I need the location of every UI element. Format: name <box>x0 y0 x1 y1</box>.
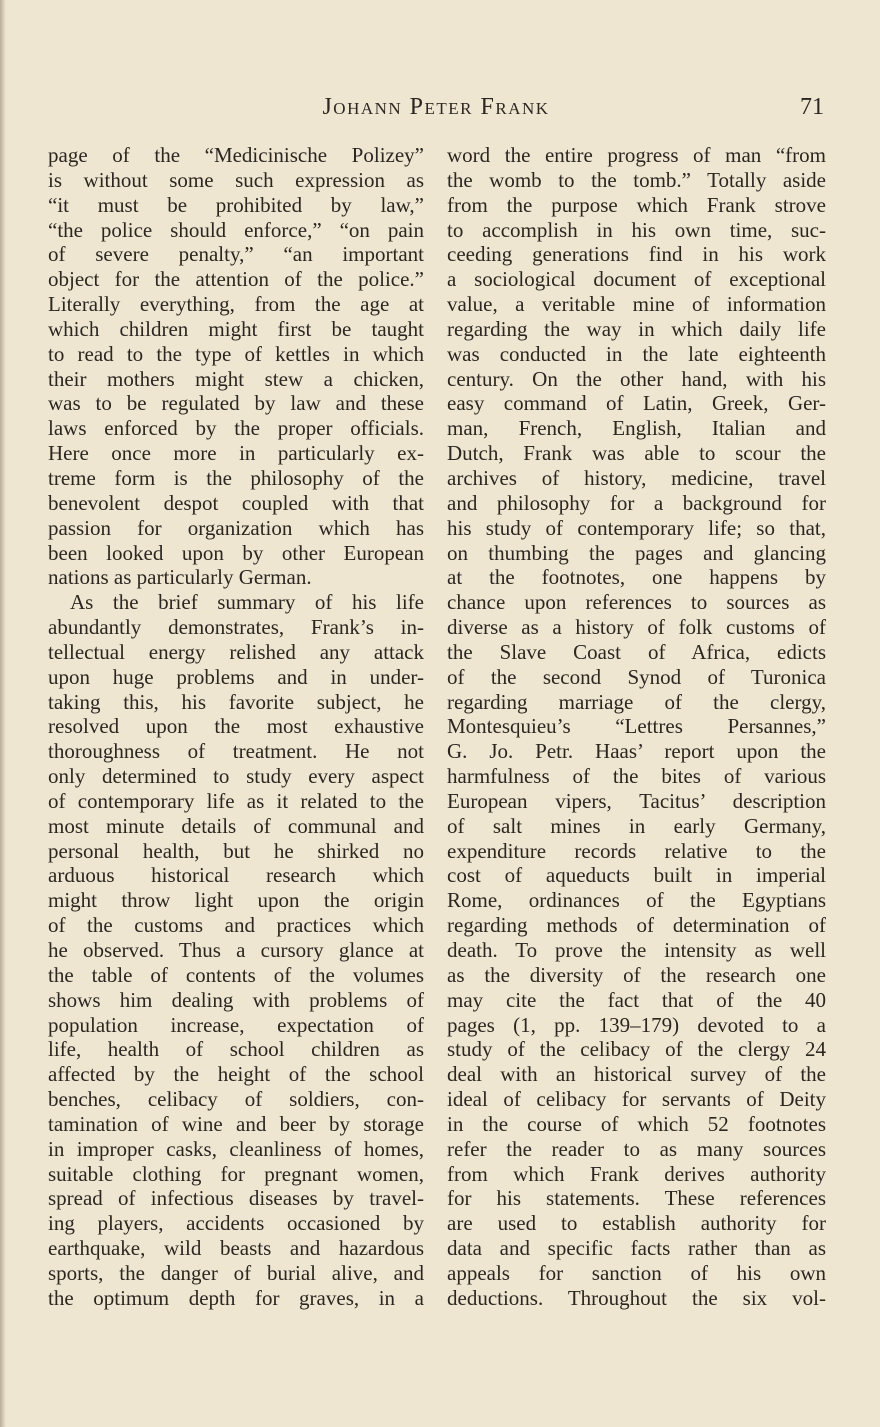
text-line: may cite the fact that of the 40 <box>447 987 826 1012</box>
text-line: appeals for sanction of his own <box>447 1260 826 1285</box>
text-line: the table of contents of the volumes <box>48 962 424 987</box>
text-line: life, health of school children as <box>48 1037 424 1062</box>
text-line: was to be regulated by law and these <box>48 391 424 416</box>
text-line: personal health, but he shirked no <box>48 838 424 863</box>
text-line: the Slave Coast of Africa, edicts <box>447 639 826 664</box>
text-line: expenditure records relative to the <box>447 838 826 863</box>
text-line: regarding methods of determination of <box>447 913 826 938</box>
text-line: their mothers might stew a chicken, <box>48 366 424 391</box>
text-line: regarding the way in which daily life <box>447 316 826 341</box>
text-line: archives of history, medicine, travel <box>447 465 826 490</box>
text-line: tamination of wine and beer by storage <box>48 1111 424 1136</box>
text-line: ceeding generations find in his work <box>447 242 826 267</box>
text-line: value, a veritable mine of information <box>447 292 826 317</box>
text-line: easy command of Latin, Greek, Ger- <box>447 391 826 416</box>
text-line: nations as particularly German. <box>48 565 312 590</box>
text-line: is without some such expression as <box>48 167 424 192</box>
text-line: “the police should enforce,” “on pain <box>48 217 424 242</box>
running-title: Johann Peter Frank <box>322 94 550 120</box>
text-line: G. Jo. Petr. Haas’ report upon the <box>447 739 826 764</box>
text-line: Literally everything, from the age at <box>48 292 424 317</box>
text-line: to accomplish in his own time, suc- <box>447 217 826 242</box>
text-line: diverse as a history of folk customs of <box>447 615 826 640</box>
text-line: death. To prove the intensity as well <box>447 938 826 962</box>
text-line: Dutch, Frank was able to scour the <box>447 441 826 466</box>
text-line: “it must be prohibited by law,” <box>48 192 424 217</box>
text-line: of contemporary life as it related to the <box>48 788 424 813</box>
text-line: was conducted in the late eighteenth <box>447 341 826 366</box>
text-line: of salt mines in early Germany, <box>447 813 826 838</box>
text-line: arduous historical research which <box>48 863 424 888</box>
text-line: on thumbing the pages and glancing <box>447 540 826 565</box>
text-line: regarding marriage of the clergy, <box>447 689 826 714</box>
text-line: in the course of which 52 footnotes <box>447 1111 826 1136</box>
text-line: word the entire progress of man “from <box>447 143 826 167</box>
text-line: study of the celibacy of the clergy 24 <box>447 1037 826 1062</box>
text-line: at the footnotes, one happens by <box>447 565 826 590</box>
text-line: and philosophy for a background for <box>447 490 826 515</box>
text-line: from which Frank derives authority <box>447 1161 826 1186</box>
text-line: laws enforced by the proper officials. <box>48 416 424 441</box>
page-number: 71 <box>800 94 824 120</box>
text-line: tellectual energy relished any attack <box>48 639 424 664</box>
text-line: for his statements. These references <box>447 1186 826 1211</box>
text-line: only determined to study every aspect <box>48 764 424 789</box>
text-line: to read to the type of kettles in which <box>48 341 424 366</box>
text-line: he observed. Thus a cursory glance at <box>48 938 424 962</box>
text-line: of the customs and practices which <box>48 913 424 938</box>
text-line: ing players, accidents occasioned by <box>48 1211 424 1236</box>
text-line: sports, the danger of burial alive, and <box>48 1260 424 1285</box>
text-line: might throw light upon the origin <box>48 888 424 913</box>
text-line: pages (1, pp. 139–179) devoted to a <box>447 1012 826 1037</box>
text-line: page of the “Medicinische Polizey” <box>48 143 424 167</box>
running-head <box>48 92 824 122</box>
text-line: taking this, his favorite subject, he <box>48 689 424 714</box>
text-line: population increase, expectation of <box>48 1012 424 1037</box>
text-line: the optimum depth for graves, in a <box>48 1285 424 1310</box>
text-line: from the purpose which Frank strove <box>447 192 826 217</box>
text-line: been looked upon by other European <box>48 540 424 565</box>
text-line: Rome, ordinances of the Egyptians <box>447 888 826 913</box>
text-line: benches, celibacy of soldiers, con- <box>48 1087 424 1112</box>
text-line: suitable clothing for pregnant women, <box>48 1161 424 1186</box>
text-line: deductions. Throughout the six vol- <box>447 1285 826 1310</box>
text-line: as the diversity of the research one <box>447 962 826 987</box>
text-line: benevolent despot coupled with that <box>48 490 424 515</box>
right-text-column <box>447 143 826 1311</box>
text-line: object for the attention of the police.” <box>48 267 424 292</box>
text-line: Montesquieu’s “Lettres Persannes,” <box>447 714 826 739</box>
text-line: upon huge problems and in under- <box>48 664 424 689</box>
text-line: are used to establish authority for <box>447 1211 826 1236</box>
text-line: his study of contemporary life; so that, <box>447 515 826 540</box>
text-line: spread of infectious diseases by travel- <box>48 1186 424 1211</box>
text-line: refer the reader to as many sources <box>447 1136 826 1161</box>
text-line: As the brief summary of his life <box>70 590 424 615</box>
text-line: most minute details of communal and <box>48 813 424 838</box>
text-line: thoroughness of treatment. He not <box>48 739 424 764</box>
text-line: which children might first be taught <box>48 316 424 341</box>
text-line: shows him dealing with problems of <box>48 987 424 1012</box>
text-line: abundantly demonstrates, Frank’s in- <box>48 615 424 640</box>
text-line: century. On the other hand, with his <box>447 366 826 391</box>
text-line: in improper casks, cleanliness of homes, <box>48 1136 424 1161</box>
text-line: chance upon references to sources as <box>447 590 826 615</box>
text-line: European vipers, Tacitus’ description <box>447 788 826 813</box>
text-line: of the second Synod of Turonica <box>447 664 826 689</box>
text-line: deal with an historical survey of the <box>447 1062 826 1087</box>
text-line: the womb to the tomb.” Totally aside <box>447 167 826 192</box>
text-line: man, French, English, Italian and <box>447 416 826 441</box>
text-line: affected by the height of the school <box>48 1062 424 1087</box>
text-line: data and specific facts rather than as <box>447 1236 826 1261</box>
page-edge-shadow <box>0 0 6 1427</box>
text-line: a sociological document of exceptional <box>447 267 826 292</box>
text-line: resolved upon the most exhaustive <box>48 714 424 739</box>
text-line: harmfulness of the bites of various <box>447 764 826 789</box>
text-line: Here once more in particularly ex- <box>48 441 424 466</box>
text-line: passion for organization which has <box>48 515 424 540</box>
text-line: treme form is the philosophy of the <box>48 465 424 490</box>
text-line: cost of aqueducts built in imperial <box>447 863 826 888</box>
left-text-column <box>48 143 424 1311</box>
text-line: of severe penalty,” “an important <box>48 242 424 267</box>
text-line: earthquake, wild beasts and hazardous <box>48 1236 424 1261</box>
text-line: ideal of celibacy for servants of Deity <box>447 1087 826 1112</box>
